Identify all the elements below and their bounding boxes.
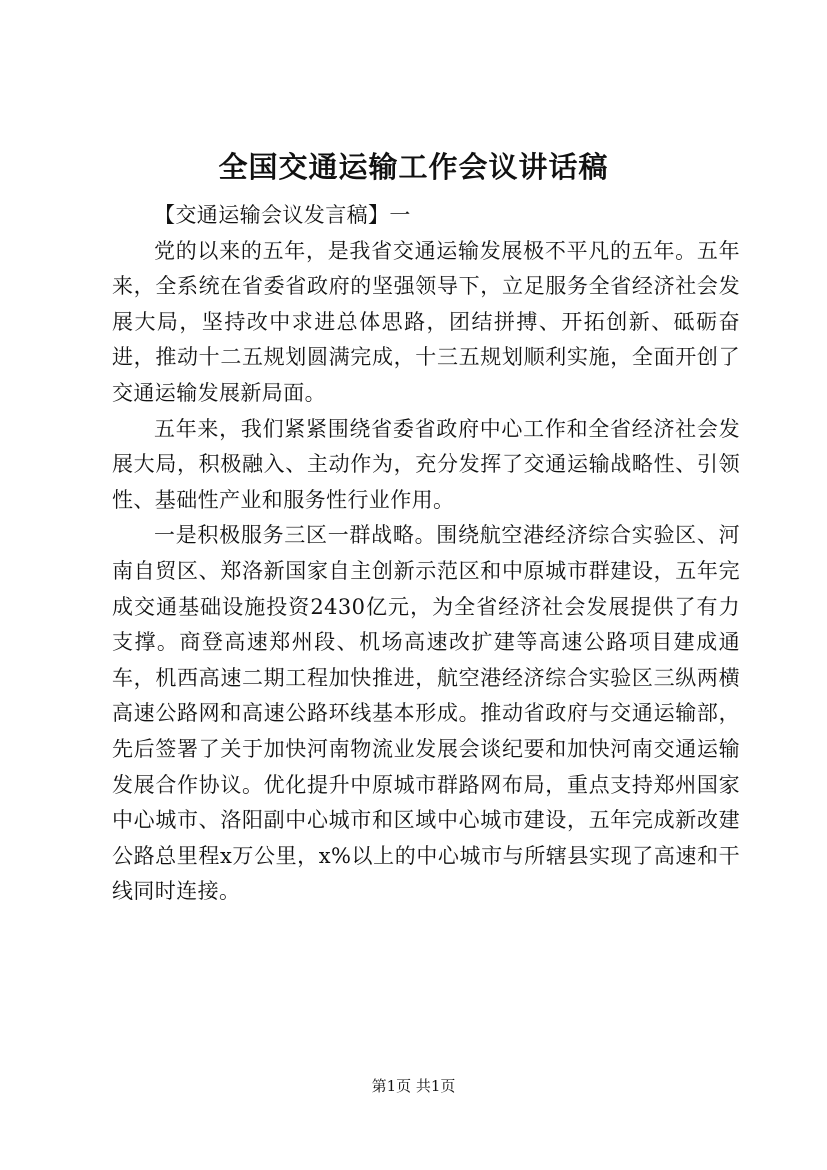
page-number-footer: 第1页 共1页: [371, 1077, 456, 1095]
document-body: [112, 198, 740, 910]
paragraph-heading: 【交通运输会议发言稿】一: [154, 203, 411, 227]
paragraph: 党的以来的五年，是我省交通运输发展极不平凡的五年。五年来，全系统在省委省政府的坚强领导下，立足服务全省经济社会发展大局，坚持改中求进总体思路，团结拼搏、开拓创新、砥砺奋进，推动十二五规划圆满完成，十三五规划顺利实施，全面开创了交通运输发展新局面。: [112, 238, 740, 405]
paragraph: 一是积极服务三区一群战略。围绕航空港经济综合实验区、河南自贸区、郑洛新国家自主创新示范区和中原城市群建设，五年完成交通基础设施投资2430亿元，为全省经济社会发展提供了有力支撑。商登高速郑州段、机场高速改扩建等高速公路项目建成通车，机西高速二期工程加快推进，航空港经济综合实验区三纵两横高速公路网和高速公路环线基本形成。推动省政府与交通运输部，先后签署了关于加快河南物流业发展会谈纪要和加快河南交通运输发展合作协议。优化提升中原城市群路网布局，重点支持郑州国家中心城市、洛阳副中心城市和区域中心城市建设，五年完成新改建公路总里程x万公里，x%以上的中心城市与所辖县实现了高速和干线同时连接。: [112, 523, 740, 904]
paragraph: 五年来，我们紧紧围绕省委省政府中心工作和全省经济社会发展大局，积极融入、主动作为，充分发挥了交通运输战略性、引领性、基础性产业和服务性行业作用。: [112, 416, 740, 512]
document-title: 全国交通运输工作会议讲话稿: [218, 150, 609, 184]
